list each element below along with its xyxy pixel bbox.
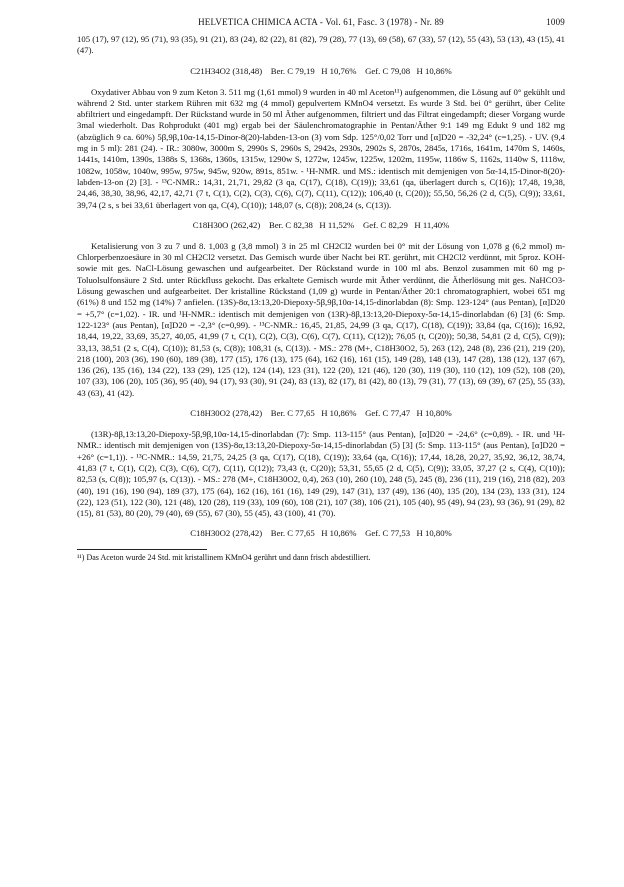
oxidative-degradation-block: [77, 87, 565, 231]
elemental-analysis: C18H30O (262,42) Ber. C 82,38 H 11,52% Gef. C 82,29 H 11,40%: [192, 219, 450, 230]
compound-7-paragraph: (13R)-8β,13:13,20-Diepoxy-5β,9β,10α-14,15-dinorlabdan (7): Smp. 113-115° (aus Pentan), [α]D20 = -24,6° (c=0,89). - IR. und ¹H-NMR.: identisch mit demjenigen von (13S)-8α,13:13,20-Diepoxy-5α-14,15-dinorlabdan (5) [3] (5: Smp. 113-115° (aus Pentan), [α]D20 = +26° (c=1,1)). - ¹³C-NMR.: 14,59, 21,75, 24,25 (3 qa, C(17), C(18), C(19)); 33,64 (qa, C(16)); 17,44, 18,28, 20,27, 35,92, 36,12, 38,74, 41,83 (7 t, C(1), C(2), C(3), C(6), C(7), C(11), C(12)); 73,43 (t, C(20)); 53,31, 55,65 (2 d, C(5), C(9)); 33,05, 37,27 (2 s, C(4), C(10)); 82,53 (s, C(8)); 105,97 (s, C(13)). - MS.: 278 (M+, C18H30O2, 0,4), 263 (10), 260 (10), 248 (5), 245 (8), 236 (11), 219 (16), 218 (82), 203 (40), 191 (16), 190 (94), 189 (37), 175 (64), 162 (16), 161 (16), 149 (29), 147 (31), 137 (49), 136 (40), 135 (20), 134 (23), 133 (31), 124 (22), 123 (51), 122 (30), 121 (48), 120 (28), 119 (33), 109 (60), 108 (21), 107 (38), 106 (21), 105 (40), 95 (49), 94 (23), 93 (36), 91 (29), 82 (15), 81 (53), 80 (20), 79 (40), 69 (55), 67 (30), 55 (45), 43 (100), 41 (70).: [77, 429, 565, 519]
ketalization-block: [77, 241, 565, 419]
ketalization-paragraph: Ketalisierung von 3 zu 7 und 8. 1,003 g (3,8 mmol) 3 in 25 ml CH2Cl2 wurden bei 0° mit der Lösung von 1,078 g (6,2 mmol) m-Chlorperbenzoesäure in 30 ml CH2Cl2 versetzt. Das Gemisch wurde über Nacht bei RT. gerührt, mit CH2Cl2 verdünnt, mit 5proz. KOH- sowie mit ges. NaCl-Lösung gewaschen und aufgearbeitet. Der Rückstand wurde in 100 ml abs. Benzol zusammen mit 60 mg p-Toluolsulfonsäure 2 Std. unter Rückfluss gekocht. Das erkaltete Gemisch wurde mit Äther verdünnt, die Ätherlösung mit ges. NaHCO3-Lösung gewaschen und aufgearbeitet. Der kristalline Rückstand (1,09 g) wurde in Pentan/Äther 20:1 chromatographiert, wobei 651 mg (61%) 8 und 152 mg (14%) 7 anfielen. (13S)-8α,13:13,20-Diepoxy-5β,9β,10α-14,15-dinorlabdan (8): Smp. 123-124° (aus Pentan), [α]D20 = +5,7° (c=1,02). - IR. und ¹H-NMR.: identisch mit demjenigen von (13R)-8β,13:13,20-Diepoxy-5α-14,15-dinorlabdan (6) [3] (6: Smp. 122-123° (aus Pentan), [α]D20 = -2,3° (c=0,99). - ¹³C-NMR.: 16,45, 21,85, 24,99 (3 qa, C(17), C(18), C(19)); 33,84 (qa, C(16)); 16,92, 18,44, 19,22, 33,69, 35,27, 40,05, 41,99 (7 t, C(1), C(2), C(3), C(6), C(7), C(11), C(12)); 76,05 (t, C(20)); 50,38, 54,81 (2 d, C(5), C(9)); 33,13, 38,51 (2 s, C(4), C(10)); 81,53 (s, C(8)); 108,31 (s, C(13)). - MS.: 278 (M+, C18H30O2, 5), 263 (12), 248 (8), 236 (21), 219 (20), 218 (100), 203 (36), 190 (60), 189 (38), 177 (15), 176 (13), 175 (64), 162 (16), 161 (15), 149 (28), 148 (13), 147 (28), 138 (12), 137 (67), 136 (26), 135 (16), 134 (22), 133 (29), 125 (12), 124 (14), 123 (31), 122 (20), 121 (46), 120 (30), 119 (30), 110 (12), 109 (52), 108 (20), 107 (33), 106 (20), 105 (36), 95 (40), 94 (17), 93 (30), 91 (24), 83 (13), 82 (17), 81 (42), 80 (13), 79 (31), 77 (13), 69 (39), 67 (25), 55 (33), 43 (63), 41 (42).: [77, 240, 565, 398]
oxidative-degradation-paragraph: Oxydativer Abbau von 9 zum Keton 3. 511 mg (1,61 mmol) 9 wurden in 40 ml Aceton¹¹) aufgenommen, die Lösung auf 0° gekühlt und während 2 Std. unter starkem Rühren mit 632 mg (4 mmol) gepulvertem KMnO4 versetzt. Es wurde 3 Std. bei 0° gerührt, über Celite abfiltriert und eingedampft. Der Rückstand wurde in 50 ml Äther aufgenommen, filtriert und das Filtrat eingedampft; dieser Vorgang wurde 3mal wiederholt. Das Rohprodukt (401 mg) ergab bei der Säulenchromatographie in Pentan/Äther 9:1 149 mg Edukt 9 und 182 mg (abzüglich 9 ca. 60%) 5β,9β,10α-14,15-Dinor-8(20)-labden-13-on (3) vom Sdp. 125°/0,02 Torr und [α]D20 = -32,24° (c=1,25). - UV. (9,4 mg in 5 ml): 281 (24). - IR.: 3080w, 3000m S, 2990s S, 2960s S, 2942s, 2930s, 2902s S, 2870s, 2845s, 1716s, 1641m, 1470m S, 1460s, 1441s, 1410m, 1390s, 1388s S, 1368s, 1360s, 1315w, 1290w S, 1272w, 1245w, 1225w, 1202m, 1195w, 1186w S, 1162s, 1140w S, 1118w, 1082w, 1058w, 1040w, 995w, 975w, 945w, 920w, 891s, 851w. - ¹H-NMR. und MS.: identisch mit demjenigen von 5α-14,15-Dinor-8(20)-labden-13-on (2) [3]. - ¹³C-NMR.: 14,31, 21,71, 29,82 (3 qa, C(17), C(18), C(19)); 33,61 (qa, überlagert durch s, C(16)); 17,48, 19,38, 24,46, 38,30, 38,96, 42,17, 42,71 (7 t, C(1), C(2), C(3), C(6), C(7), C(11), C(12)); 106,40 (t, C(20)); 55,50, 56,26 (2 d, C(5), C(9)); 33,61, 39,74 (2 s, s bei 33,61 überlagert von qa, C(4), C(10)); 148,07 (s, C(8)); 208,24 (s, C(13)).: [77, 86, 565, 210]
ms-continuation-paragraph: 105 (17), 97 (12), 95 (71), 93 (35), 91 (21), 83 (24), 82 (22), 81 (82), 79 (28), 77 (13), 69 (58), 67 (33), 57 (12), 55 (43), 53 (13), 43 (15), 41 (47).: [77, 34, 565, 56]
footnote: ¹¹) Das Aceton wurde 24 Std. mit kristallinem KMnO4 gerührt und dann frisch abdestilliert.: [77, 553, 371, 563]
elemental-analysis: C18H30O2 (278,42) Ber. C 77,65 H 10,86% Gef. C 77,53 H 10,80%: [190, 528, 452, 539]
journal-title: HELVETICA CHIMICA ACTA - Vol. 61, Fasc. 3 (1978) - Nr. 89: [198, 17, 444, 27]
ms-data-block: [77, 34, 565, 77]
footnote-divider: [77, 549, 207, 550]
elemental-analysis: C18H30O2 (278,42) Ber. C 77,65 H 10,86% Gef. C 77,47 H 10,80%: [190, 408, 452, 419]
page-header: [77, 14, 565, 34]
compound-7-block: [77, 429, 565, 539]
elemental-analysis: C21H34O2 (318,48) Ber. C 79,19 H 10,76% Gef. C 79,08 H 10,86%: [190, 65, 452, 76]
page-number: 1009: [546, 17, 565, 27]
